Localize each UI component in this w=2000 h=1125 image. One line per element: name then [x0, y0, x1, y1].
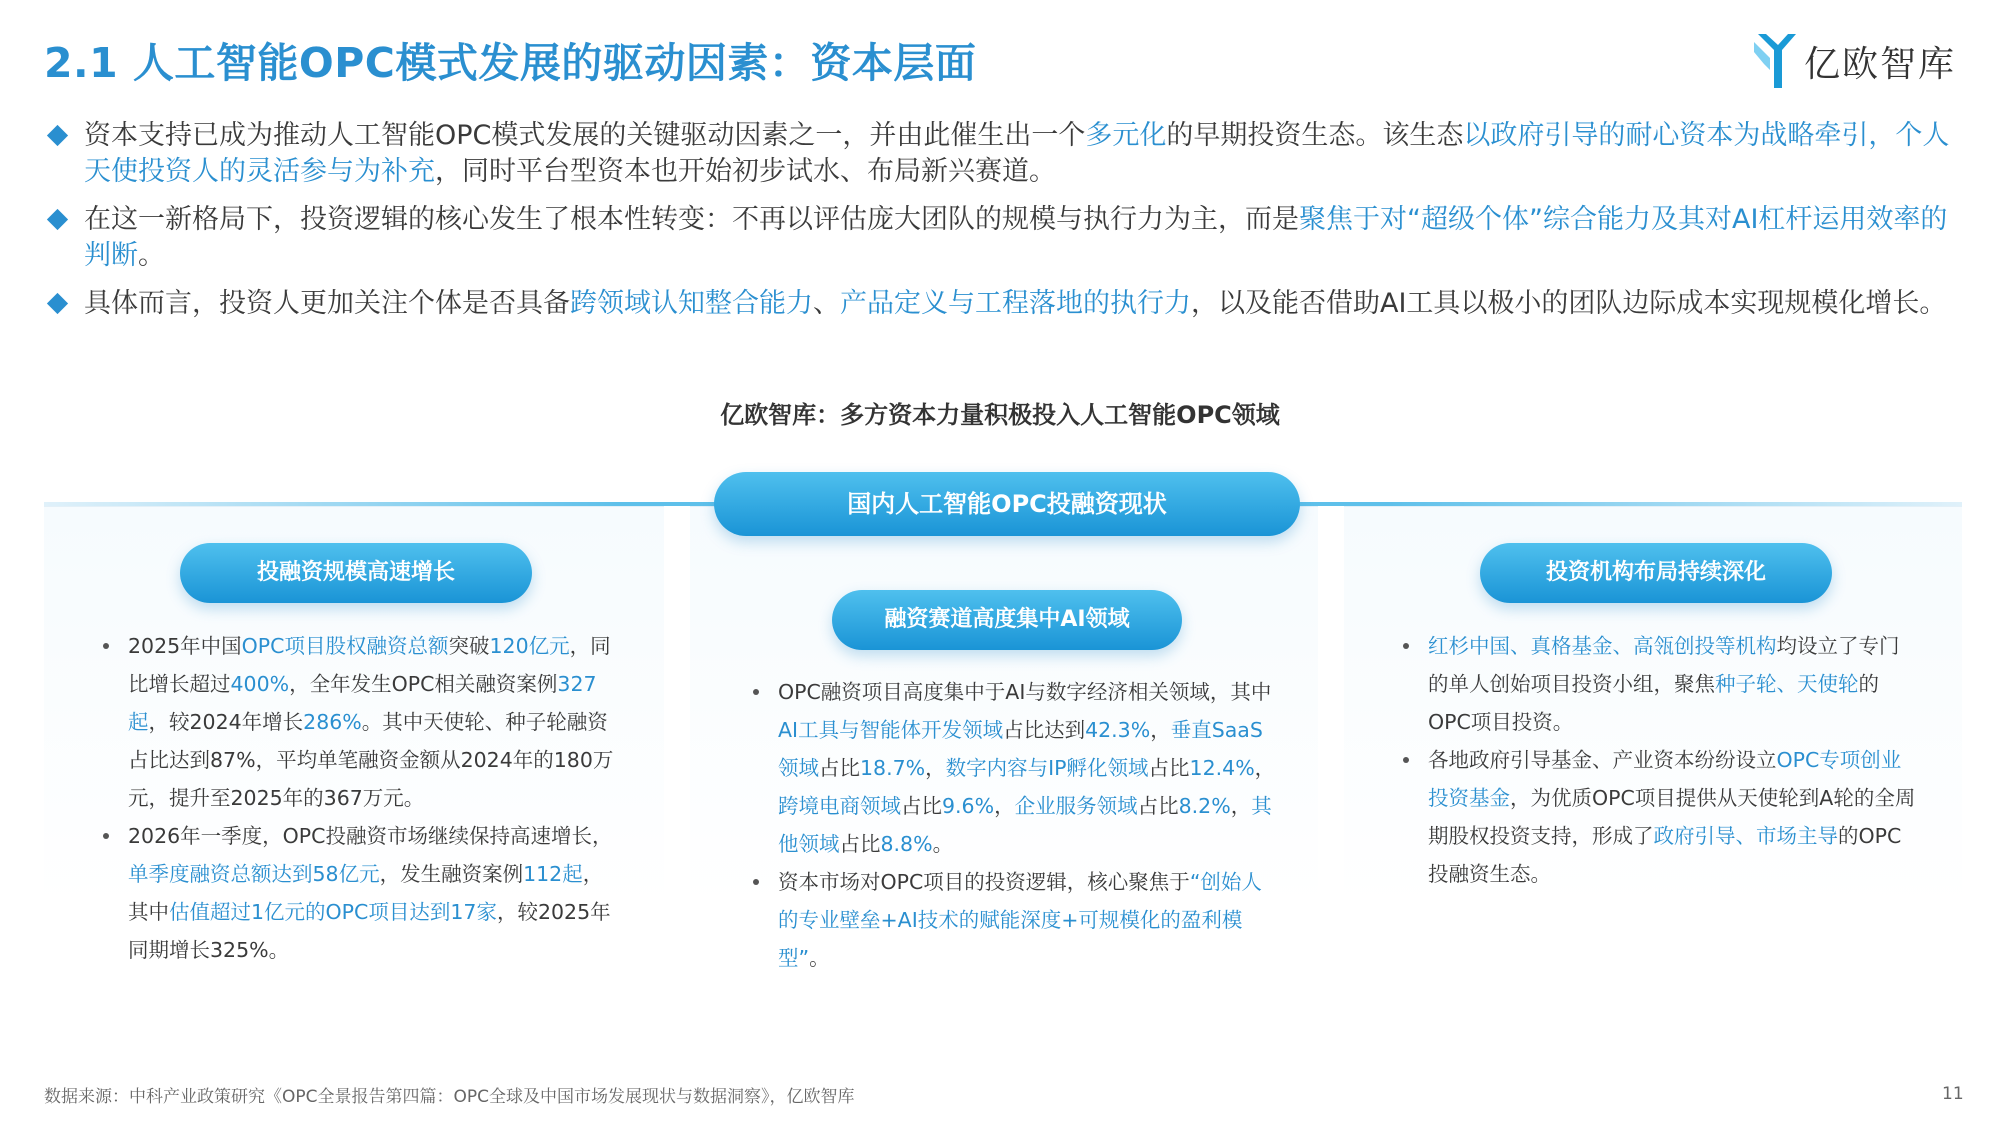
highlight-text: 单季度融资总额达到58亿元: [128, 862, 380, 886]
body-text: 占比: [1137, 794, 1179, 818]
list-item: [98, 627, 618, 817]
highlight-text: 9.6%: [942, 794, 995, 818]
logo-text: 亿欧智库: [1804, 44, 1957, 85]
highlight-text: 红杉中国、真格基金、高瓴创投等机构: [1428, 634, 1777, 658]
highlight-text: 327起: [128, 672, 597, 734]
highlight-text: 18.7%: [860, 756, 926, 780]
highlight-text: 42.3%: [1085, 718, 1151, 742]
column-right-content: [1398, 627, 1918, 893]
body-text: 资本市场对OPC项目的投资逻辑，核心聚焦于: [778, 870, 1190, 894]
highlight-text: 112起: [523, 862, 583, 886]
diamond-bullet-icon: [47, 209, 68, 230]
body-text: OPC融资项目高度集中于AI与数字经济相关领域，其中: [778, 680, 1272, 704]
brand-logo: [1752, 30, 1972, 92]
body-text: 占比: [901, 794, 942, 818]
body-text: ，全年发生OPC相关融资案例: [289, 672, 558, 696]
main-heading-pill: 国内人工智能OPC投融资现状: [714, 472, 1300, 536]
body-text: 占比: [1148, 756, 1190, 780]
body-text: 。: [932, 832, 954, 856]
body-text: 的OPC项目投资。: [1428, 672, 1879, 734]
figure-title: 亿欧智库：多方资本力量积极投入人工智能OPC领域: [720, 401, 1280, 429]
body-text: 均设立了专门的单人创始项目投资小组，聚焦: [1428, 634, 1900, 696]
diamond-bullet-icon: [47, 125, 68, 146]
highlight-text: AI工具与智能体开发领域: [778, 718, 1004, 742]
page-title: 2.1 人工智能OPC模式发展的驱动因素：资本层面: [44, 39, 977, 87]
highlight-text: 120亿元: [489, 634, 570, 658]
body-text: ，为优质OPC项目提供从天使轮到A轮的全周期股权投资支持，形成了: [1428, 786, 1916, 848]
body-text: ，较2024年增长: [148, 710, 304, 734]
highlight-text: OPC专项创业投资基金: [1428, 748, 1902, 810]
list-item: [1398, 627, 1918, 741]
highlight-text: 聚焦于对“超级个体”综合能力及其对AI杠杆运用效率的判断: [84, 204, 1948, 271]
body-text: 在这一新格局下，投资逻辑的核心发生了根本性转变：不再以评估庞大团队的规模与执行力为主，而是: [84, 204, 1299, 235]
source-note: 数据来源：中科产业政策研究《OPC全景报告第四篇：OPC全球及中国市场发展现状与数据洞察》，亿欧智库: [44, 1087, 855, 1107]
highlight-text: 多元化: [1085, 120, 1167, 151]
body-text: 、: [813, 288, 840, 319]
list-item: [748, 673, 1278, 863]
intro-bullets: [44, 118, 1964, 334]
body-text: 占比: [819, 756, 860, 780]
highlight-text: 8.8%: [880, 832, 933, 856]
list-item: [748, 863, 1278, 977]
body-text: ，: [1150, 718, 1171, 742]
highlight-text: OPC项目股权融资总额: [241, 634, 449, 658]
column-left-content: [98, 627, 618, 969]
highlight-text: 400%: [230, 672, 290, 696]
body-text: 2026年一季度，OPC投融资市场继续保持高速增长，: [128, 824, 613, 848]
body-text: 的早期投资生态。该生态: [1166, 120, 1464, 151]
intro-bullet: [44, 286, 1964, 322]
body-text: ，: [925, 756, 946, 780]
body-text: ，同比增长超过: [128, 634, 611, 696]
highlight-text: 估值超过1亿元的OPC项目达到17家: [169, 900, 497, 924]
highlight-text: 产品定义与工程落地的执行力: [840, 288, 1191, 319]
column-heading-center: 融资赛道高度集中AI领域: [832, 590, 1182, 650]
highlight-text: 其他领域: [778, 794, 1272, 856]
body-text: 突破: [448, 634, 490, 658]
body-text: ，发生融资案例: [379, 862, 524, 886]
body-text: 2025年中国: [128, 634, 242, 658]
column-center-content: [748, 673, 1278, 977]
highlight-text: 跨境电商领域: [778, 794, 901, 818]
highlight-text: 政府引导、市场主导: [1653, 824, 1838, 848]
column-heading-right: 投资机构布局持续深化: [1480, 543, 1832, 603]
body-text: 占比: [839, 832, 881, 856]
column-heading-left: 投融资规模高速增长: [180, 543, 532, 603]
body-text: ，: [1254, 756, 1276, 780]
body-text: ，其中: [128, 862, 604, 924]
body-text: ，: [994, 794, 1015, 818]
highlight-text: 286%: [303, 710, 362, 734]
highlight-text: 8.2%: [1178, 794, 1231, 818]
highlight-text: “创始人的专业壁垒+AI技术的赋能深度+可规模化的盈利模型”: [778, 870, 1262, 970]
highlight-text: 跨领域认知整合能力: [570, 288, 813, 319]
intro-bullet: [44, 202, 1964, 274]
highlight-text: 12.4%: [1189, 756, 1255, 780]
body-text: 的OPC投融资生态。: [1428, 824, 1902, 886]
body-text: ，同时平台型资本也开始初步试水、布局新兴赛道。: [435, 156, 1056, 187]
list-item: [98, 817, 618, 969]
body-text: 。其中天使轮、种子轮融资占比达到87%，平均单笔融资金额从2024年的180万元，提升至2025年的367万元。: [128, 710, 614, 810]
page-number: 11: [1942, 1084, 1964, 1104]
yiou-logo-icon: [1752, 30, 1800, 92]
highlight-text: 以政府引导的耐心资本为战略牵引，个人天使投资人的灵活参与为补充: [84, 120, 1950, 187]
body-text: 各地政府引导基金、产业资本纷纷设立: [1428, 748, 1777, 772]
body-text: 占比达到: [1003, 718, 1086, 742]
body-text: ，以及能否借助AI工具以极小的团队边际成本实现规模化增长。: [1191, 288, 1947, 319]
body-text: 。: [138, 240, 165, 271]
highlight-text: 种子轮、天使轮: [1715, 672, 1859, 696]
body-text: 资本支持已成为推动人工智能OPC模式发展的关键驱动因素之一，并由此催生出一个: [84, 120, 1086, 151]
diamond-bullet-icon: [47, 293, 68, 314]
highlight-text: 垂直SaaS领域: [778, 718, 1263, 780]
body-text: 。: [809, 946, 830, 970]
body-text: ，: [1230, 794, 1252, 818]
list-item: [1398, 741, 1918, 893]
intro-bullet: [44, 118, 1964, 190]
body-text: ，较2025年同期增长325%。: [128, 900, 611, 962]
body-text: 具体而言，投资人更加关注个体是否具备: [84, 288, 570, 319]
highlight-text: 数字内容与IP孵化领域: [945, 756, 1149, 780]
highlight-text: 企业服务领域: [1014, 794, 1138, 818]
